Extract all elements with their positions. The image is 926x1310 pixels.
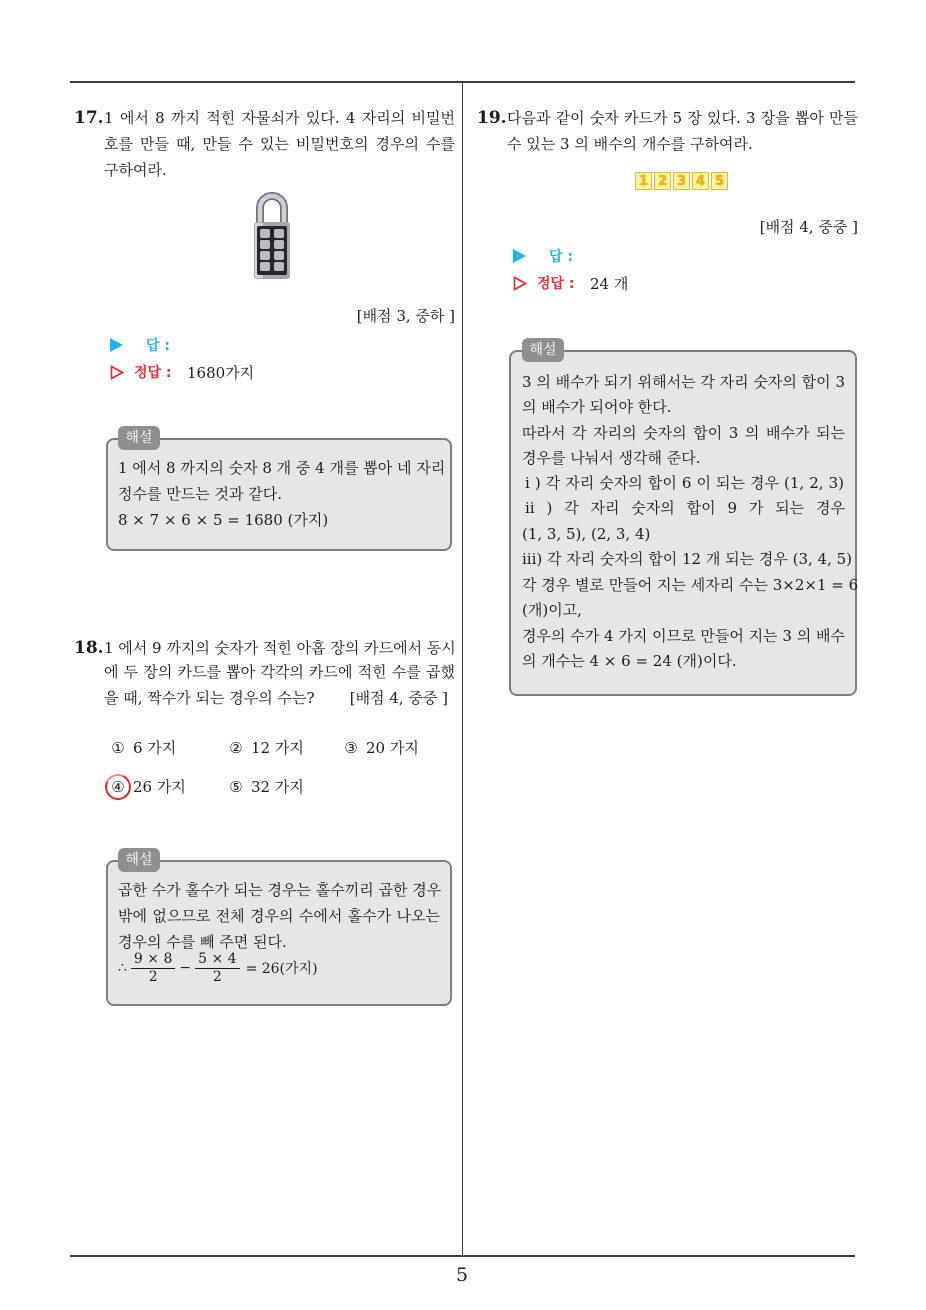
padlock-button bbox=[274, 240, 284, 249]
solution-line: 곱한 수가 홀수가 되는 경우는 홀수끼리 곱한 경우 bbox=[118, 881, 442, 899]
answer-mark-circle bbox=[101, 770, 134, 803]
solution-tag: 해설 bbox=[118, 848, 160, 872]
solution-box bbox=[106, 430, 452, 551]
number-card: 3 bbox=[673, 172, 690, 190]
question-text-line: 수 있는 3 의 배수의 개수를 구하여라. bbox=[507, 135, 753, 153]
padlock-button bbox=[260, 251, 270, 260]
correct-answer-label: 정답 : bbox=[134, 365, 172, 381]
choice-text: 6 가지 bbox=[133, 739, 177, 757]
choice-text: 20 가지 bbox=[366, 739, 419, 757]
solution-box bbox=[509, 342, 859, 696]
solution-line: 밖에 없으므로 전체 경우의 수에서 홀수가 나오는 bbox=[118, 907, 440, 925]
score-label: [배점 4, 중중 ] bbox=[759, 218, 858, 236]
choice-text: 12 가지 bbox=[251, 739, 304, 757]
padlock-button bbox=[260, 240, 270, 249]
play-icon bbox=[513, 249, 526, 263]
solution-line: iii) 각 자리 숫자의 합이 12 개 되는 경우 (3, 4, 5) bbox=[522, 550, 853, 568]
question-text-line: 다음과 같이 숫자 카드가 5 장 있다. 3 장을 뽑아 만들 bbox=[507, 109, 858, 127]
answer-row bbox=[513, 243, 573, 269]
number-card: 1 bbox=[635, 172, 652, 190]
solution-line: (개)이고, bbox=[522, 601, 582, 619]
score-label: [배점 4, 중중 ] bbox=[349, 689, 448, 707]
solution-line: 의 배수가 되어야 한다. bbox=[522, 398, 672, 416]
padlock-body bbox=[254, 222, 290, 279]
solution-tag: 해설 bbox=[522, 338, 564, 362]
question-number: 19. bbox=[477, 108, 507, 128]
solution-line: i ) 각 자리 숫자의 합이 6 이 되는 경우 (1, 2, 3) bbox=[525, 474, 844, 492]
choice-2 bbox=[228, 735, 304, 761]
solution-line: 각 경우 별로 만들어 지는 세자리 수는 3×2×1 = 6 bbox=[522, 576, 859, 594]
padlock-button bbox=[274, 251, 284, 260]
solution-line: 경우의 수가 4 가지 이므로 만들어 지는 3 의 배수 bbox=[522, 627, 845, 645]
padlock-image bbox=[250, 191, 294, 281]
choice-mark: ② bbox=[229, 739, 243, 757]
solution-line: 8 × 7 × 6 × 5 = 1680 (가지) bbox=[118, 511, 329, 529]
correct-answer-value: 1680가지 bbox=[187, 363, 255, 382]
fraction bbox=[195, 951, 239, 986]
bottom-rule bbox=[70, 1255, 855, 1257]
solution-line: 경우의 수를 빼 주면 된다. bbox=[118, 933, 287, 951]
question-number: 18. bbox=[74, 638, 104, 658]
solution-line: 따라서 각 자리의 숫자의 합이 3 의 배수가 되는 bbox=[522, 424, 845, 442]
correct-answer-row bbox=[513, 270, 628, 296]
fraction-denominator: 2 bbox=[131, 968, 175, 986]
padlock-button bbox=[260, 262, 270, 271]
choice-5 bbox=[228, 774, 304, 800]
correct-answer-value: 24 개 bbox=[590, 274, 629, 293]
solution-line: 의 개수는 4 × 6 = 24 (개)이다. bbox=[522, 652, 737, 670]
correct-answer-row bbox=[110, 359, 254, 385]
choice-text: 32 가지 bbox=[251, 778, 304, 796]
minus-operator: − bbox=[179, 960, 192, 976]
question-number: 17. bbox=[74, 108, 104, 128]
solution-line: ii ) 각 자리 숫자의 합이 9 가 되는 경우 bbox=[525, 499, 845, 517]
correct-answer-label: 정답 : bbox=[537, 276, 575, 292]
question-text-line: 호를 만들 때, 만들 수 있는 비밀번호의 경우의 수를 bbox=[104, 135, 455, 153]
solution-tag: 해설 bbox=[118, 426, 160, 450]
choice-text: 26 가지 bbox=[133, 778, 186, 796]
number-card: 4 bbox=[692, 172, 709, 190]
question-text-line: 구하여라. bbox=[104, 161, 167, 179]
formula-result: = 26(가지) bbox=[245, 961, 318, 977]
fraction bbox=[131, 951, 175, 986]
question-text-line: 1 에서 8 까지 적힌 자물쇠가 있다. 4 자리의 비밀번 bbox=[104, 109, 455, 127]
padlock-button bbox=[260, 229, 270, 238]
fraction-numerator: 9 × 8 bbox=[133, 950, 173, 967]
solution-line: 경우를 나눠서 생각해 준다. bbox=[522, 449, 701, 467]
fraction-numerator: 5 × 4 bbox=[198, 950, 237, 967]
outline-play-icon bbox=[513, 276, 527, 291]
page-number: 5 bbox=[455, 1264, 469, 1286]
number-cards bbox=[635, 172, 728, 190]
play-icon bbox=[110, 338, 123, 352]
choice-mark: ③ bbox=[344, 739, 358, 757]
solution-formula bbox=[118, 949, 318, 987]
therefore-symbol: ∴ bbox=[118, 960, 127, 976]
solution-line: (1, 3, 5), (2, 3, 4) bbox=[522, 525, 651, 543]
question-text-line: 에 두 장의 카드를 뽑아 각각의 카드에 적힌 수를 곱했 bbox=[104, 663, 455, 681]
question-text-line: 을 때, 짝수가 되는 경우의 수는? bbox=[104, 689, 315, 707]
question-text-line: 1 에서 9 까지의 숫자가 적힌 아홉 장의 카드에서 동시 bbox=[104, 639, 456, 657]
solution-line: 정수를 만드는 것과 같다. bbox=[118, 485, 282, 503]
choice-3 bbox=[343, 735, 419, 761]
padlock-button bbox=[274, 262, 284, 271]
outline-play-icon bbox=[110, 365, 124, 380]
answer-label: 답 : bbox=[146, 338, 170, 354]
fraction-denominator: 2 bbox=[195, 968, 239, 986]
number-card: 5 bbox=[711, 172, 728, 190]
choice-mark: ④ bbox=[111, 778, 125, 796]
choice-4 bbox=[110, 774, 186, 800]
solution-box bbox=[106, 852, 452, 1006]
answer-label: 답 : bbox=[549, 249, 573, 265]
answer-row bbox=[110, 332, 170, 358]
column-divider bbox=[462, 82, 463, 1256]
padlock-button bbox=[274, 229, 284, 238]
choice-mark: ⑤ bbox=[229, 778, 243, 796]
number-card: 2 bbox=[654, 172, 671, 190]
choice-1 bbox=[110, 735, 176, 761]
choice-mark: ① bbox=[111, 739, 125, 757]
score-label: [배점 3, 중하 ] bbox=[356, 307, 455, 325]
solution-line: 1 에서 8 까지의 숫자 8 개 중 4 개를 뽑아 네 자리 bbox=[118, 459, 446, 477]
solution-line: 3 의 배수가 되기 위해서는 각 자리 숫자의 합이 3 bbox=[522, 373, 845, 391]
